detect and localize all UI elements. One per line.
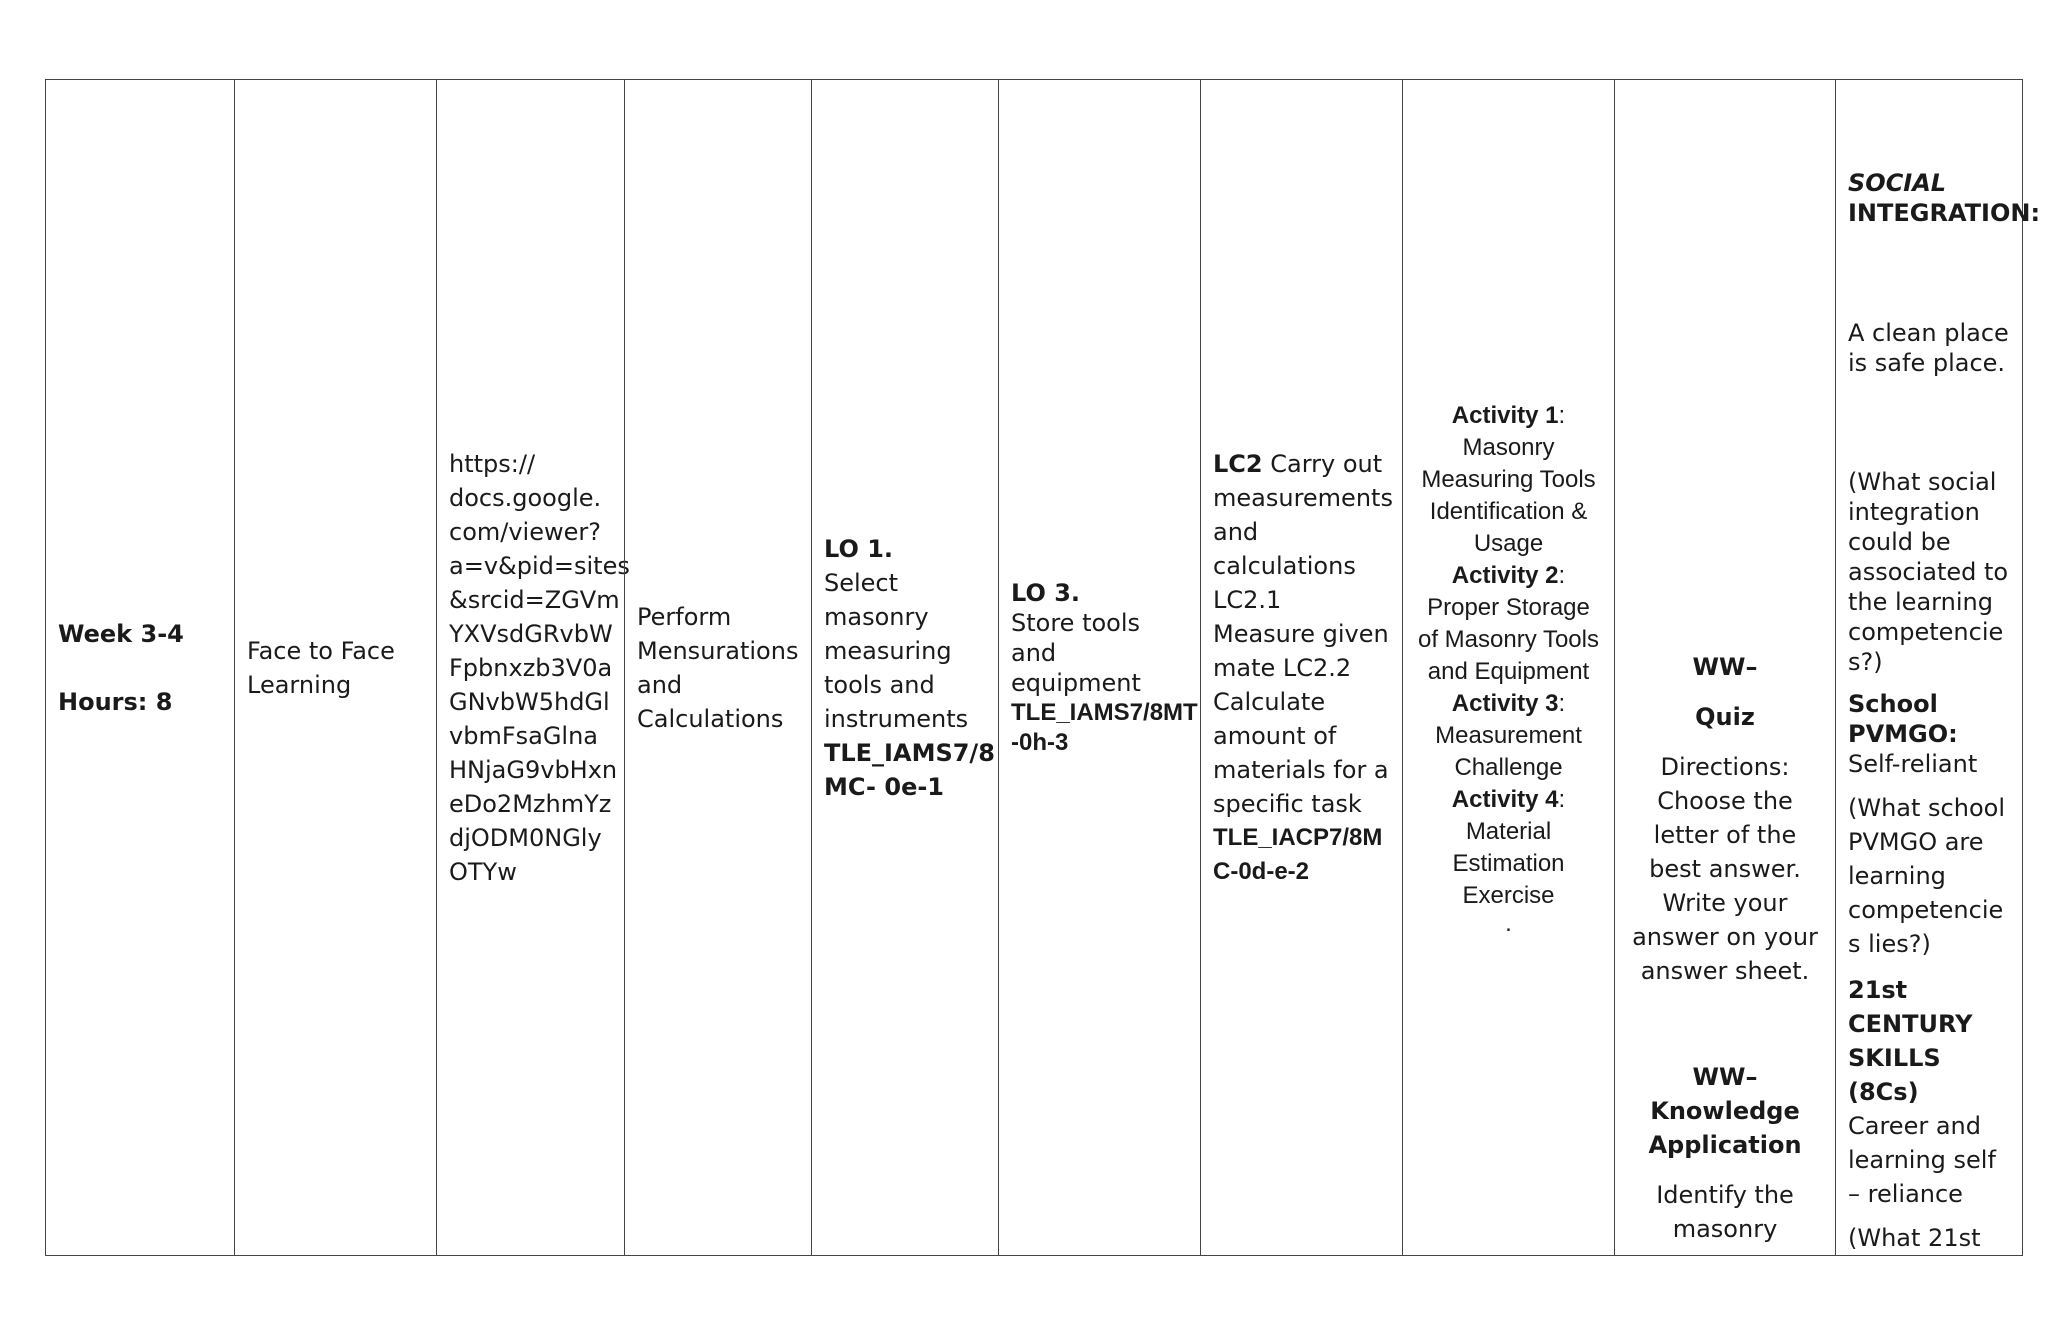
lc2-column <box>1200 80 1402 1255</box>
resource-link-line[interactable]: HNjaG9vbHxn <box>449 755 618 784</box>
social-label: SOCIAL <box>1848 169 1947 197</box>
activity-2 <box>1415 560 1602 688</box>
lo1-column <box>811 80 998 1255</box>
lo1-text: Select masonry measuring tools and instruments <box>824 568 969 733</box>
assessment-column <box>1614 80 1835 1255</box>
lo3-title: LO 3. <box>1011 578 1081 607</box>
resource-column <box>436 80 630 1255</box>
resource-link-line[interactable]: GNvbW5hdGl <box>449 687 610 716</box>
hours-label: Hours: 8 <box>58 687 173 716</box>
resource-link-line[interactable]: djODM0NGly <box>449 823 602 852</box>
week-label: Week 3-4 <box>58 619 184 648</box>
lc2-label: LC2 <box>1213 449 1263 478</box>
activity-end-dot: . <box>1505 909 1512 937</box>
lc2-text: Carry out measurements and calculations LC2.1 Measure given mate LC2.2 Calculate amount of materials for a specific task <box>1213 449 1393 818</box>
self-reliant-text: Self-reliant <box>1848 750 1978 779</box>
resource-link-line[interactable]: a=v&pid=sites <box>449 551 630 580</box>
lo1-title: LO 1. <box>824 534 894 563</box>
resource-link-line[interactable]: docs.google. <box>449 483 602 512</box>
activity-1-colon: : <box>1558 401 1566 429</box>
activity-4-colon: : <box>1558 785 1566 813</box>
resource-link-line[interactable]: OTYw <box>449 857 517 886</box>
activity-4 <box>1415 784 1602 912</box>
activity-1 <box>1415 400 1602 560</box>
resource-link-line[interactable]: com/viewer? <box>449 517 601 546</box>
clean-place-text: A clean place is safe place. <box>1848 318 2009 377</box>
resource-link-line[interactable]: eDo2MzhmYz <box>449 789 612 818</box>
lc2-paragraph <box>1213 447 1393 821</box>
lesson-plan-table <box>45 79 2041 1256</box>
resource-link-line[interactable]: Fpbnxzb3V0a <box>449 653 613 682</box>
activity-2-colon: : <box>1558 561 1566 589</box>
delivery-mode: Face to Face Learning <box>247 636 395 699</box>
lo3-column <box>998 80 1200 1255</box>
school-pvmgo-label: School PVMGO: <box>1848 690 1958 749</box>
activity-3 <box>1415 688 1602 784</box>
lo1-code-line2: MC- 0e-1 <box>824 772 944 801</box>
what-21st-text: (What 21st <box>1848 1224 1981 1253</box>
resource-link-line[interactable]: vbmFsaGlna <box>449 721 599 750</box>
activity-1-label: Activity 1 <box>1451 401 1559 429</box>
topic-text: Perform Mensurations and Calculations <box>637 602 799 733</box>
delivery-mode-column <box>234 80 436 1255</box>
ww-knowledge-application: WW– Knowledge Application <box>1648 1063 1802 1159</box>
century-skills-label: 21st CENTURY SKILLS (8Cs) <box>1848 976 1973 1107</box>
identify-text: Identify the masonry <box>1656 1181 1794 1243</box>
activity-3-label: Activity 3 <box>1451 689 1559 717</box>
lo3-text: Store tools and equipment <box>1011 608 1141 697</box>
activity-1-desc: Masonry Measuring Tools Identification & Usage <box>1421 433 1596 557</box>
week-column <box>46 80 234 1255</box>
activity-2-label: Activity 2 <box>1451 561 1559 589</box>
activity-3-colon: : <box>1558 689 1566 717</box>
activity-4-desc: Material Estimation Exercise <box>1452 817 1565 909</box>
lc2-code-line2: C-0d-e-2 <box>1213 857 1310 885</box>
activity-3-desc: Measurement Challenge <box>1435 721 1582 781</box>
activities-column <box>1402 80 1614 1255</box>
quiz-directions: Directions: Choose the letter of the best answer. Write your answer on your answer sheet. <box>1632 753 1818 985</box>
social-question: (What social integration could be associated to the learning competencie s?) <box>1848 468 2009 677</box>
career-text: Career and learning self – reliance <box>1848 1112 1996 1209</box>
activity-4-label: Activity 4 <box>1451 785 1559 813</box>
quiz-label: Quiz <box>1695 703 1755 731</box>
activity-2-desc: Proper Storage of Masonry Tools and Equipment <box>1418 593 1599 685</box>
resource-link-line[interactable]: YXVsdGRvbW <box>449 619 613 648</box>
integration-column <box>1835 80 2041 1255</box>
lo3-code-line1: TLE_IAMS7/8MT <box>1011 698 1198 726</box>
pvmgo-question: (What school PVMGO are learning competencie s lies?) <box>1848 794 2005 959</box>
resource-link-line[interactable]: https:// <box>449 449 536 478</box>
ww-label: WW– <box>1692 653 1758 681</box>
resource-link-line[interactable]: &srcid=ZGVm <box>449 585 620 614</box>
lo3-code-line2: -0h-3 <box>1011 728 1069 756</box>
topic-column <box>624 80 811 1255</box>
resource-link[interactable] <box>437 80 630 1255</box>
lo1-code-line1: TLE_IAMS7/8 <box>824 738 995 767</box>
lc2-code-line1: TLE_IACP7/8M <box>1213 823 1383 851</box>
integration-label: INTEGRATION: <box>1848 199 2041 227</box>
